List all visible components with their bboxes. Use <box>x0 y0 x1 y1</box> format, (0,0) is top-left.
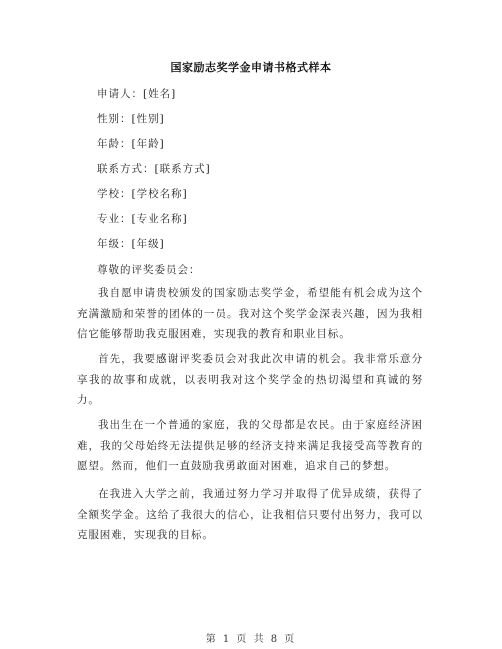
field-applicant: 申请人：[姓名] <box>97 88 177 100</box>
document-title: 国家励志奖学金申请书格式样本 <box>170 61 332 74</box>
field-contact: 联系方式：[联系方式] <box>97 163 211 175</box>
field-gender: 性别：[性别] <box>97 113 165 125</box>
salutation: 尊敬的评奖委员会： <box>97 264 201 276</box>
paragraph-thanks: 首先，我要感谢评奖委员会对我此次申请的机会。我非常乐意分享我的故事和成就，以表明我对这个奖学金的热切渴望和真诚的努力。 <box>77 353 423 406</box>
field-school: 学校：[学校名称] <box>97 188 188 200</box>
paragraph-intro: 我自愿申请贵校颁发的国家励志奖学金，希望能有机会成为这个充满激励和荣誉的团体的一员。我对这个奖学金深表兴趣，因为我相信它能够帮助我克服困难，实现我的教育和职业目标。 <box>77 287 423 340</box>
page-footer: 第 1 页 共 8 页 <box>205 634 297 645</box>
field-major: 专业：[专业名称] <box>97 213 188 225</box>
paragraph-achievement: 在我进入大学之前，我通过努力学习并取得了优异成绩，获得了全额奖学金。这给了我很大的信心，让我相信只要付出努力，我可以克服困难，实现我的目标。 <box>77 488 423 541</box>
field-grade: 年级：[年级] <box>97 238 165 250</box>
field-age: 年龄：[年龄] <box>97 138 165 150</box>
paragraph-background: 我出生在一个普通的家庭，我的父母都是农民。由于家庭经济困难，我的父母始终无法提供足够的经济支持来满足我接受高等教育的愿望。然而，他们一直鼓励我勇敢面对困难，追求自己的梦想。 <box>77 419 423 472</box>
